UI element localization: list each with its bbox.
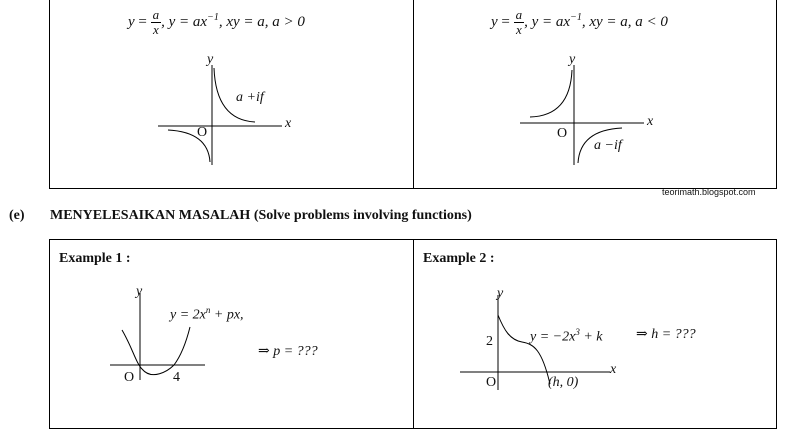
section-heading xyxy=(50,208,472,224)
cubic-curve xyxy=(498,315,550,384)
formula-exponent: −1 xyxy=(207,11,219,23)
top-right-formula xyxy=(491,8,668,37)
top-right-curve-label: a −if xyxy=(594,138,622,153)
top-table-divider xyxy=(413,0,414,189)
equation-main: y = −2x xyxy=(530,329,576,345)
formula-fraction xyxy=(151,8,162,37)
source-credit: teorimath.blogspot.com xyxy=(662,187,756,197)
equation-tail: + px, xyxy=(210,307,244,323)
example-2-heading: Example 2 : xyxy=(423,251,495,266)
example-2-axis-x: x xyxy=(610,362,617,377)
formula-rest: , y = ax xyxy=(524,13,571,30)
top-left-axis-x: x xyxy=(285,116,292,131)
example-2-question: ⇒ h = ??? xyxy=(636,327,696,342)
example-1-axis-y: y xyxy=(136,284,143,299)
formula-rest: , y = ax xyxy=(161,13,208,30)
section-subtitle: (Solve problems involving functions) xyxy=(253,208,472,223)
section-title: MENYELESAIKAN MASALAH xyxy=(50,208,251,223)
formula-eq: = xyxy=(138,13,147,30)
equation-tail: + k xyxy=(579,329,603,345)
section-letter: (e) xyxy=(9,208,25,223)
formula-tail: , xy = a, a < 0 xyxy=(581,13,668,30)
formula-exponent: −1 xyxy=(570,11,582,23)
formula-y: y xyxy=(128,13,135,30)
top-left-formula xyxy=(128,8,305,37)
fraction-numerator: a xyxy=(152,7,160,22)
equation-main: y = 2x xyxy=(170,307,206,323)
fraction-denominator: x xyxy=(153,22,159,37)
example-1-question: ⇒ p = ??? xyxy=(258,344,318,359)
example-2-equation xyxy=(530,327,603,346)
cubic-curve xyxy=(122,327,190,375)
top-left-graph xyxy=(150,50,300,180)
example-2-intercept: 2 xyxy=(486,334,493,349)
formula-y: y xyxy=(491,13,498,30)
formula-fraction xyxy=(514,8,525,37)
top-right-axis-x: x xyxy=(647,114,654,129)
example-2-origin: O xyxy=(486,375,497,390)
top-right-graph xyxy=(512,50,662,180)
example-1-heading: Example 1 : xyxy=(59,251,131,266)
top-right-origin: O xyxy=(557,126,568,141)
example-2-axis-y: y xyxy=(497,286,504,301)
fraction-numerator: a xyxy=(515,7,523,22)
top-left-curve-label: a +if xyxy=(236,90,264,105)
example-1-origin: O xyxy=(124,370,135,385)
examples-table-divider xyxy=(413,239,414,429)
example-1-root: 4 xyxy=(173,370,180,385)
top-left-origin: O xyxy=(197,125,208,140)
top-left-axis-y: y xyxy=(207,52,214,67)
example-1-equation xyxy=(170,305,244,324)
hyperbola-branch-second-quadrant xyxy=(530,70,572,117)
fraction-denominator: x xyxy=(516,22,522,37)
top-right-axis-y: y xyxy=(569,52,576,67)
formula-tail: , xy = a, a > 0 xyxy=(218,13,305,30)
equation-exponent: n xyxy=(205,305,211,315)
example-2-point: (h, 0) xyxy=(548,375,579,390)
equation-exponent: 3 xyxy=(575,327,580,337)
formula-eq: = xyxy=(501,13,510,30)
